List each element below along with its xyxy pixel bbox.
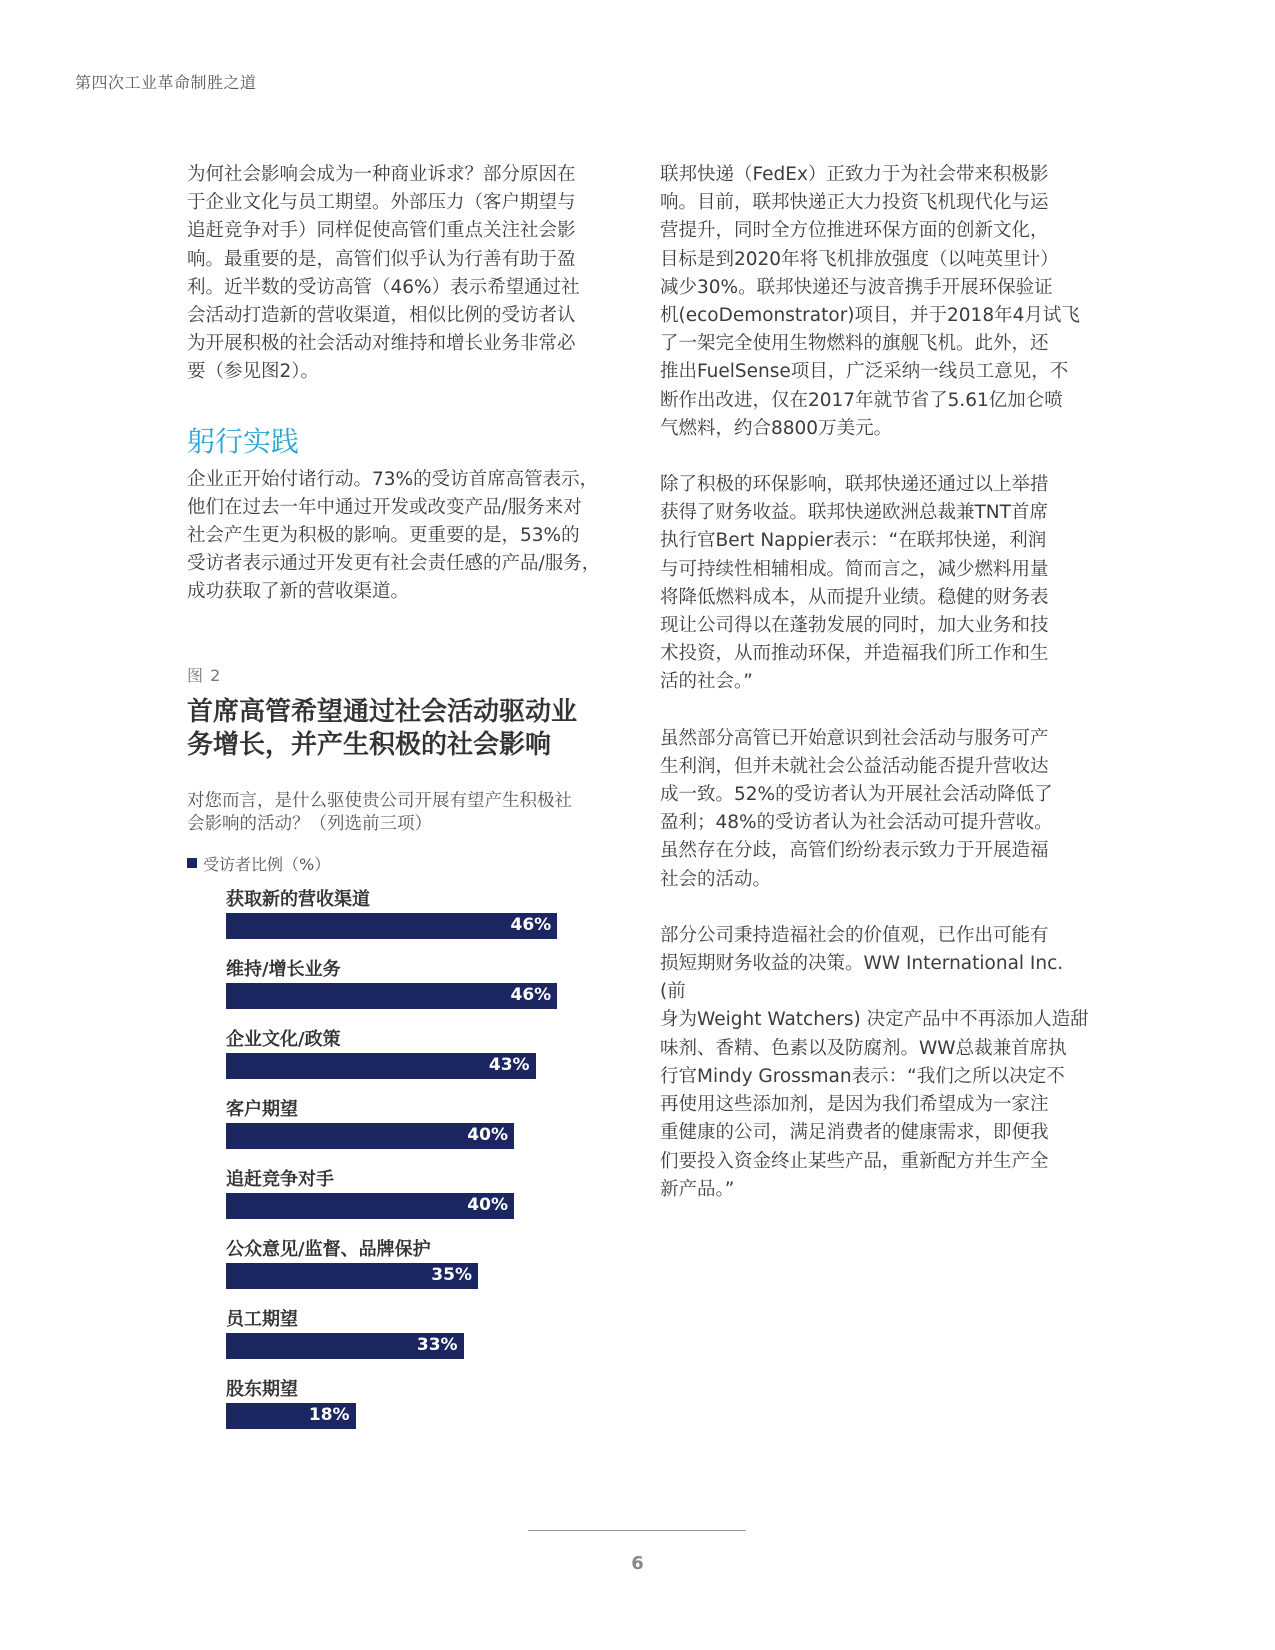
- figure-title: 首席高管希望通过社会活动驱动业 务增长，并产生积极的社会影响: [187, 696, 578, 760]
- figure-question: 对您而言，是什么驱使贵公司开展有望产生积极社 会影响的活动？（列选前三项）: [187, 790, 572, 834]
- bar-item: [226, 1165, 626, 1235]
- bar: [226, 1123, 514, 1149]
- bar-category-label: 客户期望: [226, 1099, 298, 1120]
- bar-value-label: 46%: [510, 985, 552, 1005]
- bar-category-label: 维持/增长业务: [226, 959, 341, 980]
- bar: [226, 1263, 478, 1289]
- left-column: [187, 161, 612, 875]
- bar-category-label: 公众意见/监督、品牌保护: [226, 1239, 431, 1260]
- right-paragraph-3: 虽然部分高管已开始意识到社会活动与服务可产 生利润，但并未就社会公益活动能否提升营收达 成一致。52%的受访者认为开展社会活动降低了 盈利；48%的受访者认为社会活动可提升营收。 虽然存在分歧，高管们纷纷表示致力于开展造福 社会的活动。: [660, 727, 1053, 890]
- bar-item: [226, 1375, 626, 1445]
- bar-value-label: 18%: [308, 1405, 350, 1425]
- bar-value-label: 35%: [431, 1265, 472, 1285]
- left-paragraph-1: 为何社会影响会成为一种商业诉求？部分原因在 于企业文化与员工期望。外部压力（客户期望与 追赶竞争对手）同样促使高管们重点关注社会影 响。最重要的是，高管们似乎认为行善有助于盈 利。近半数的受访高管（46%）表示希望通过社 会活动打造新的营收渠道，相似比例的受访者认 为开展积极的社会活动对维持和增长业务非常必 要（参见图2）。: [187, 164, 580, 383]
- bar-value-label: 40%: [467, 1125, 508, 1145]
- bar-item: [226, 1305, 626, 1375]
- bar-value-label: 46%: [510, 915, 552, 935]
- bar: [226, 1333, 464, 1359]
- bar: [226, 913, 557, 939]
- bar-category-label: 追赶竞争对手: [226, 1169, 334, 1190]
- page-number: 6: [631, 1553, 644, 1574]
- bar-category-label: 股东期望: [226, 1379, 298, 1400]
- bar: [226, 1053, 536, 1079]
- running-header-title: 第四次工业革命制胜之道: [75, 73, 257, 92]
- footer-divider: [528, 1530, 746, 1531]
- bar-item: [226, 1025, 626, 1095]
- bar-category-label: 员工期望: [226, 1309, 298, 1330]
- bar-chart: [226, 885, 646, 1455]
- bar-value-label: 43%: [488, 1055, 530, 1075]
- bar-item: [226, 885, 626, 955]
- bar-category-label: 获取新的营收渠道: [226, 889, 370, 910]
- bar: [226, 1193, 514, 1219]
- legend-label: 受访者比例（%）: [203, 854, 331, 874]
- right-paragraph-2: 除了积极的环保影响，联邦快递还通过以上举措 获得了财务收益。联邦快递欧洲总裁兼TNT首席 执行官Bert Nappier表示：“在联邦快递，利润 与可持续性相辅相成。简而言之，减少燃料用量 将降低燃料成本，从而提升业绩。稳健的财务表 现让公司得以在蓬勃发展的同时，加大业务和技 术投资，从而推动环保，并造福我们所工作和生 活的社会。”: [660, 474, 1049, 693]
- bar: [226, 983, 557, 1009]
- section-heading: 躬行实践: [187, 424, 300, 458]
- legend-swatch: [187, 858, 197, 868]
- right-paragraph-4: 部分公司秉持造福社会的价值观，已作出可能有 损短期财务收益的决策。WW International Inc. (前 身为Weight Watchers) 决定产品中不再添加人造甜 味剂、香精、色素以及防腐剂。WW总裁兼首席执 行官Mindy Grossman表示：“我们之所以决定不 再使用这些添加剂，是因为我们希望成为一家注 重健康的公司，满足消费者的健康需求，即便我 们要投入资金终止某些产品，重新配方并生产全 新产品。”: [660, 924, 1089, 1200]
- figure-label: 图 2: [187, 665, 222, 685]
- bar-value-label: 40%: [467, 1195, 508, 1215]
- right-column: [660, 161, 1090, 1232]
- right-paragraph-1: 联邦快递（FedEx）正致力于为社会带来积极影 响。目前，联邦快递正大力投资飞机现代化与运 营提升，同时全方位推进环保方面的创新文化， 目标是到2020年将飞机排放强度（以吨英里计） 减少30%。联邦快递还与波音携手开展环保验证 机(ecoDemonstrator)项目，并于2018年4月试飞 了一架完全使用生物燃料的旗舰飞机。此外，还 推出FuelSense项目，广泛采纳一线员工意见，不 断作出改进，仅在2017年就节省了5.61亿加仑喷 气燃料，约合8800万美元。: [660, 164, 1080, 439]
- bar-item: [226, 1095, 626, 1165]
- bar-item: [226, 1235, 626, 1305]
- left-paragraph-2: 企业正开始付诸行动。73%的受访首席高管表示， 他们在过去一年中通过开发或改变产品/服务来对 社会产生更为积极的影响。更重要的是，53%的 受访者表示通过开发更有社会责任感的产品/服务， 成功获取了新的营收渠道。: [187, 468, 601, 603]
- bar-category-label: 企业文化/政策: [226, 1029, 341, 1050]
- chart-legend: [187, 852, 612, 875]
- bar-item: [226, 955, 626, 1025]
- bar: [226, 1403, 356, 1429]
- bar-value-label: 33%: [416, 1335, 458, 1355]
